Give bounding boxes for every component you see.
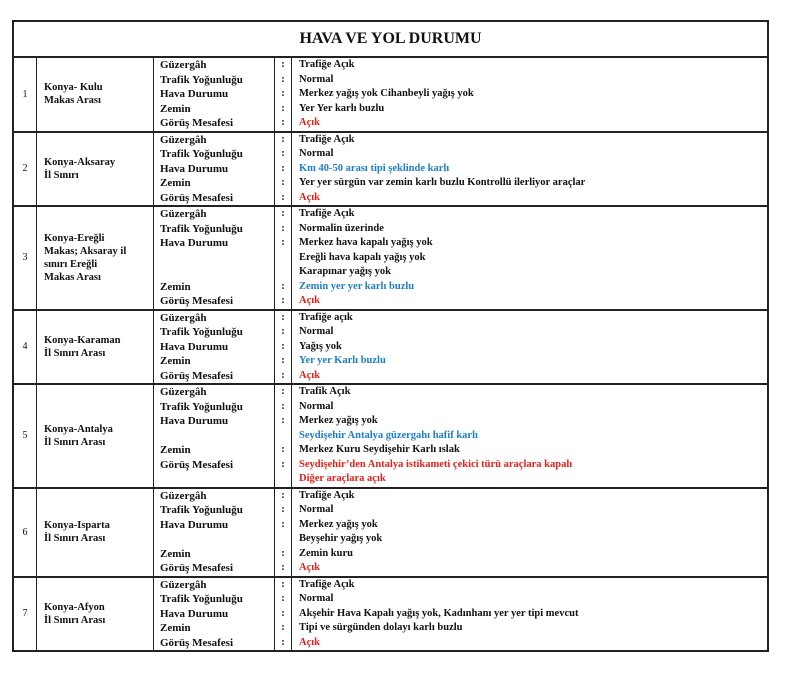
route-name: Konya-Afyon İl Sınırı Arası — [37, 578, 154, 651]
field-label: Zemin — [160, 355, 191, 367]
field-label: Trafik Yoğunluğu — [160, 593, 243, 605]
field-value-column — [292, 385, 767, 487]
field-value: Seydişehir’den Antalya istikameti çekici türü araçlara kapalı — [299, 458, 573, 470]
field-label: Zemin — [160, 102, 191, 115]
field-colon: : — [281, 562, 285, 573]
field-label-column — [154, 133, 275, 206]
field-label: Görüş Mesafesi — [160, 295, 234, 307]
report-table — [14, 58, 767, 650]
field-label — [154, 251, 274, 266]
field-value: Açık — [299, 117, 320, 128]
field-label: Zemin — [160, 547, 191, 560]
field-colon: : — [281, 444, 285, 455]
field-value: Akşehir Hava Kapalı yağış yok, Kadınhanı yer yer tipi mevcut — [299, 607, 579, 619]
field-colon: : — [281, 386, 285, 397]
field-label-column — [154, 578, 275, 651]
table-row — [14, 311, 767, 386]
table-row — [14, 133, 767, 208]
field-value: Açık — [299, 191, 320, 203]
field-value: Merkez hava kapalı yağış yok — [299, 237, 433, 248]
field-label — [154, 429, 274, 444]
field-colon: : — [281, 88, 285, 99]
field-value: Merkez yağış yok — [299, 415, 378, 426]
table-row — [14, 207, 767, 311]
field-colon: : — [281, 369, 285, 381]
field-label: Trafik Yoğunluğu — [160, 400, 243, 413]
field-colon: : — [281, 458, 285, 470]
field-label: Zemin — [160, 280, 191, 293]
field-colon-column — [275, 311, 292, 384]
field-colon: : — [281, 415, 285, 426]
field-colon — [275, 472, 291, 487]
field-colon: : — [281, 311, 285, 323]
field-value: Normal — [299, 73, 334, 85]
field-label-column — [154, 489, 275, 576]
field-colon: : — [281, 59, 285, 70]
field-label: Güzergâh — [160, 208, 207, 220]
field-colon: : — [281, 73, 285, 85]
field-value: Seydişehir Antalya güzergahı hafif karlı — [299, 429, 478, 441]
field-label: Hava Durumu — [160, 415, 229, 427]
field-value-column — [292, 489, 767, 576]
field-label: Hava Durumu — [160, 88, 229, 100]
field-colon: : — [281, 622, 285, 633]
field-label — [154, 532, 274, 547]
field-value-column — [292, 58, 767, 131]
field-colon: : — [281, 607, 285, 619]
route-name: Konya-Aksaray İl Sınırı — [37, 133, 154, 206]
field-value: Merkez yağış yok Cihanbeyli yağış yok — [299, 88, 474, 99]
field-colon — [275, 429, 291, 444]
field-label: Hava Durumu — [160, 237, 229, 249]
field-value: Normal — [299, 148, 334, 159]
field-colon: : — [281, 177, 285, 188]
field-value: Trafiğe Açık — [299, 133, 355, 145]
field-value: Yer yer sürgün var zemin karlı buzlu Kontrollü ilerliyor araçlar — [299, 177, 586, 188]
field-label — [154, 472, 274, 487]
field-value: Km 40-50 arası tipi şeklinde karlı — [299, 162, 450, 174]
route-name: Konya-Ereğli Makas; Aksaray il sınırı Ereğli Makas Arası — [37, 207, 154, 309]
route-name: Konya-Isparta İl Sınırı Arası — [37, 489, 154, 576]
field-label: Hava Durumu — [160, 340, 229, 353]
field-label: Trafik Yoğunluğu — [160, 73, 243, 86]
field-value: Diğer araçlara açık — [299, 473, 386, 484]
field-value: Açık — [299, 369, 320, 381]
field-colon: : — [281, 547, 285, 559]
row-number: 1 — [14, 58, 37, 131]
field-value-column — [292, 578, 767, 651]
route-name: Konya- Kulu Makas Arası — [37, 58, 154, 131]
field-value: Açık — [299, 636, 320, 648]
field-colon — [275, 532, 291, 547]
field-label: Hava Durumu — [160, 162, 229, 175]
field-colon: : — [281, 518, 285, 530]
field-value: Zemin yer yer karlı buzlu — [299, 280, 415, 292]
field-colon: : — [281, 578, 285, 590]
field-value: Yer yer Karlı buzlu — [299, 355, 386, 366]
field-label: Trafik Yoğunluğu — [160, 148, 243, 160]
field-value: Merkez yağış yok — [299, 518, 378, 530]
field-label: Görüş Mesafesi — [160, 562, 234, 574]
field-value: Normal — [299, 326, 334, 337]
field-value: Normal — [299, 400, 334, 412]
field-value: Trafiğe Açık — [299, 578, 355, 590]
field-value: Tipi ve sürgünden dolayı karlı buzlu — [299, 622, 463, 633]
field-label: Trafik Yoğunluğu — [160, 504, 243, 516]
field-value: Normal — [299, 504, 334, 515]
field-label — [154, 265, 274, 280]
field-label: Trafik Yoğunluğu — [160, 326, 243, 338]
road-weather-report — [12, 20, 769, 652]
field-colon-column — [275, 58, 292, 131]
table-row — [14, 58, 767, 133]
field-label-column — [154, 311, 275, 384]
field-colon: : — [281, 148, 285, 159]
field-value: Açık — [299, 295, 320, 306]
field-colon: : — [281, 295, 285, 306]
field-label: Güzergâh — [160, 311, 207, 324]
field-colon: : — [281, 280, 285, 292]
field-label: Görüş Mesafesi — [160, 636, 234, 649]
field-colon: : — [281, 400, 285, 412]
field-colon: : — [281, 162, 285, 174]
field-label: Zemin — [160, 444, 191, 456]
field-value: Zemin kuru — [299, 547, 353, 559]
field-value: Yağış yok — [299, 340, 342, 352]
field-label: Güzergâh — [160, 386, 207, 398]
row-number: 6 — [14, 489, 37, 576]
field-label-column — [154, 207, 275, 309]
row-number: 5 — [14, 385, 37, 487]
field-value: Trafiğe açık — [299, 311, 353, 323]
table-row — [14, 489, 767, 578]
field-colon-column — [275, 133, 292, 206]
field-label: Görüş Mesafesi — [160, 117, 234, 129]
field-value: Trafik Açık — [299, 386, 351, 397]
field-label: Görüş Mesafesi — [160, 369, 234, 382]
table-row — [14, 385, 767, 489]
row-number: 3 — [14, 207, 37, 309]
field-value: Ereğli hava kapalı yağış yok — [299, 251, 426, 263]
field-label: Görüş Mesafesi — [160, 458, 234, 471]
field-value: Yer Yer karlı buzlu — [299, 102, 385, 114]
field-colon: : — [281, 489, 285, 501]
field-colon-column — [275, 385, 292, 487]
field-label: Hava Durumu — [160, 607, 229, 620]
field-colon: : — [281, 102, 285, 114]
field-label: Trafik Yoğunluğu — [160, 222, 243, 235]
field-label: Zemin — [160, 622, 191, 634]
field-value: Normal — [299, 593, 334, 604]
table-row — [14, 578, 767, 651]
field-colon: : — [281, 208, 285, 219]
field-value-column — [292, 133, 767, 206]
field-label: Hava Durumu — [160, 518, 229, 531]
field-colon: : — [281, 222, 285, 234]
field-colon: : — [281, 191, 285, 203]
field-colon: : — [281, 133, 285, 145]
field-value: Beyşehir yağış yok — [299, 533, 383, 544]
field-value: Merkez Kuru Seydişehir Karlı ıslak — [299, 444, 460, 455]
field-colon: : — [281, 237, 285, 248]
field-colon: : — [281, 340, 285, 352]
field-label: Güzergâh — [160, 59, 207, 71]
field-value-column — [292, 207, 767, 309]
field-colon — [275, 265, 291, 280]
field-value: Normalin üzerinde — [299, 222, 384, 234]
field-value: Trafiğe Açık — [299, 59, 355, 70]
field-colon: : — [281, 593, 285, 604]
field-colon: : — [281, 326, 285, 337]
field-label: Güzergâh — [160, 578, 207, 591]
field-value: Karapınar yağış yok — [299, 266, 391, 277]
field-value: Trafiğe Açık — [299, 208, 355, 219]
page-title: HAVA VE YOL DURUMU — [14, 22, 767, 58]
field-value-column — [292, 311, 767, 384]
field-colon-column — [275, 578, 292, 651]
field-colon — [275, 251, 291, 266]
route-name: Konya-Karaman İl Sınırı Arası — [37, 311, 154, 384]
field-label: Güzergâh — [160, 133, 207, 146]
field-value: Trafiğe Açık — [299, 489, 355, 501]
field-label: Görüş Mesafesi — [160, 191, 234, 204]
route-name: Konya-Antalya İl Sınırı Arası — [37, 385, 154, 487]
field-colon: : — [281, 636, 285, 648]
field-colon-column — [275, 489, 292, 576]
field-colon-column — [275, 207, 292, 309]
row-number: 4 — [14, 311, 37, 384]
field-colon: : — [281, 117, 285, 128]
field-label-column — [154, 385, 275, 487]
field-value: Açık — [299, 562, 320, 573]
row-number: 2 — [14, 133, 37, 206]
field-label: Güzergâh — [160, 489, 207, 502]
row-number: 7 — [14, 578, 37, 651]
field-label: Zemin — [160, 177, 191, 189]
field-colon: : — [281, 504, 285, 515]
field-label-column — [154, 58, 275, 131]
field-colon: : — [281, 355, 285, 366]
